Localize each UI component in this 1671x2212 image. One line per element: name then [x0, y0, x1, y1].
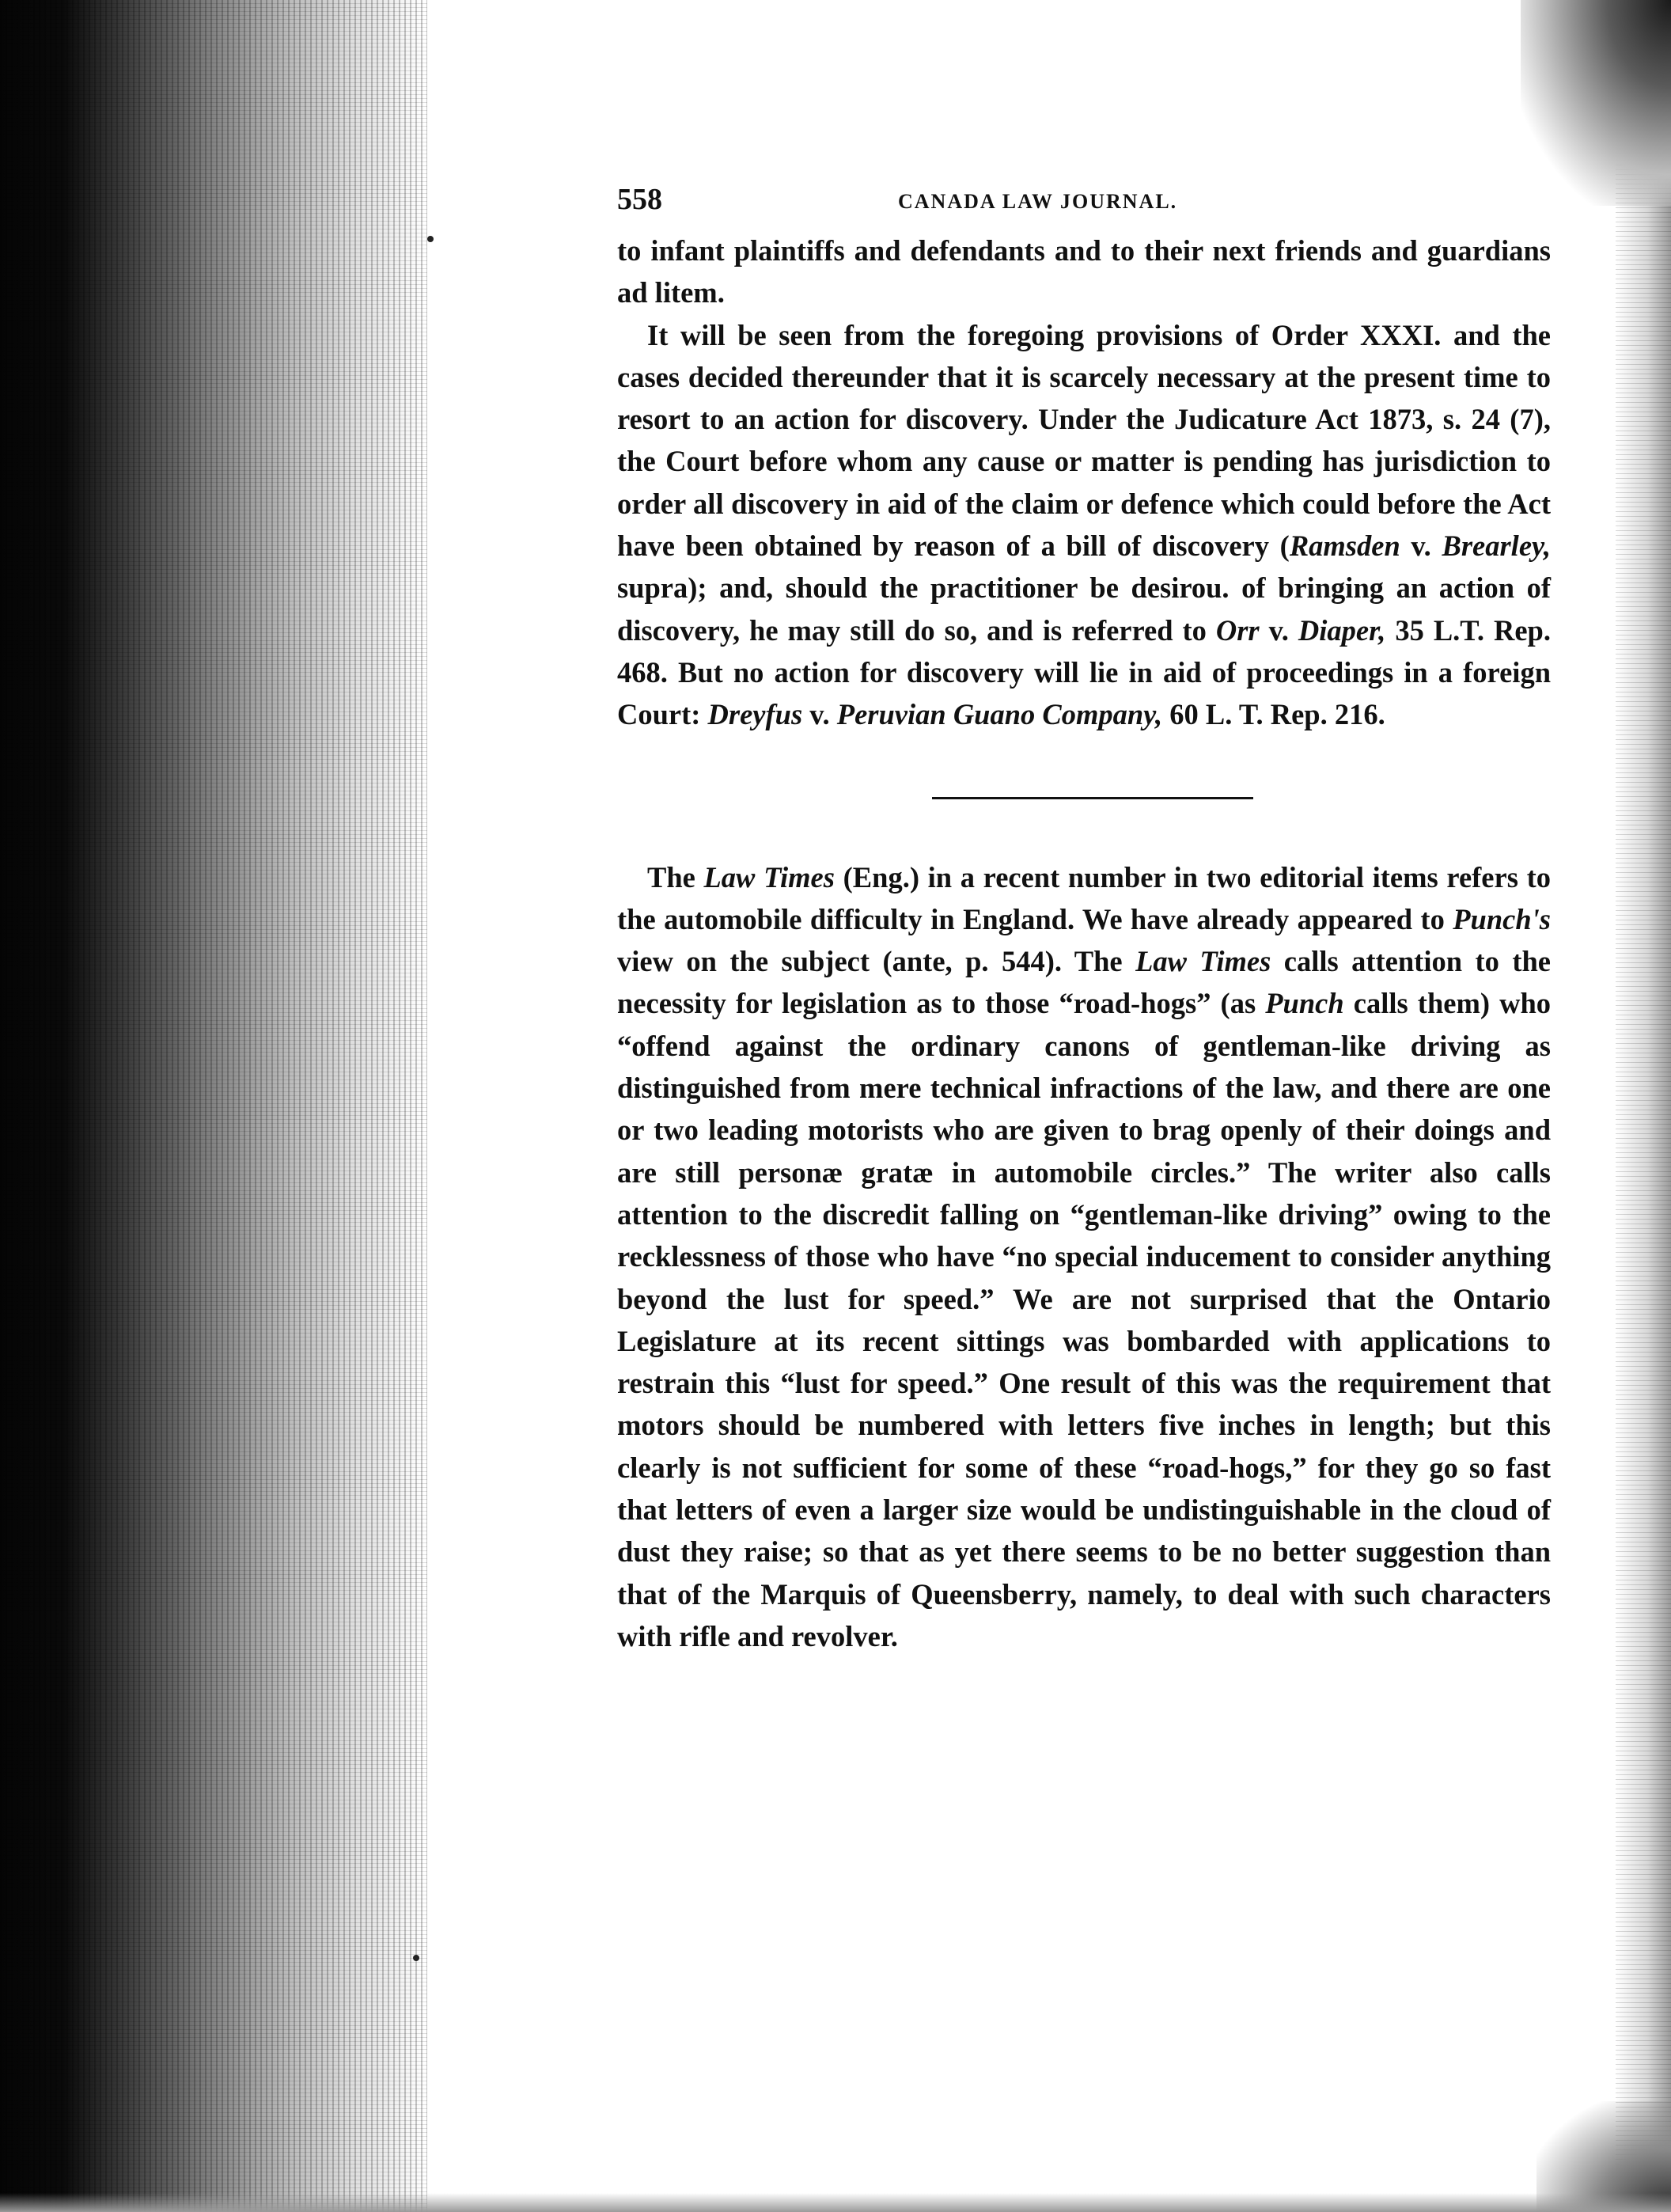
article-text-automobile — [617, 856, 1551, 1658]
page-number: 558 — [617, 183, 662, 216]
text-run: It will be seen from the foregoing provisions of Order XXXI. and the cases decided thereunder that it is scarcely necessary at the present time to resort to an action for discovery. Under the Judicature Act 1873, s. 24 (7), the Court before whom any cause or matter is pending has jurisdiction to order all discovery in aid of the claim or defence which could before the Act have been obtained by reason of a bill of discovery ( — [617, 318, 1551, 563]
italic-text-run: Law Times — [1135, 945, 1271, 978]
scan-binding-shadow — [0, 0, 427, 2212]
italic-text-run: Dreyfus — [707, 698, 803, 731]
running-head: CANADA LAW JOURNAL. — [898, 190, 1178, 213]
italic-text-run: Punch — [1265, 987, 1344, 1020]
text-run: 60 L. T. Rep. 216. — [1162, 698, 1385, 731]
italic-text-run: Peruvian Guano Company, — [836, 698, 1163, 731]
text-run: (Eng.) in a recent number in two editorial items refers to the automobile difficulty in England. We have already appeared to — [617, 860, 1551, 935]
italic-text-run: Law Times — [703, 860, 835, 894]
paragraph-continuation: to infant plaintiffs and defendants and to their next friends and guardians ad litem. — [617, 234, 1551, 309]
article-text — [617, 230, 1551, 736]
text-run: v. — [802, 698, 837, 731]
scan-speck — [413, 1955, 419, 1961]
paragraph-discovery — [617, 314, 1551, 736]
italic-text-run: Diaper, — [1298, 613, 1386, 647]
text-run: v. — [1400, 529, 1442, 563]
italic-text-run: Brearley, — [1442, 529, 1551, 563]
scan-corner-shadow — [1521, 0, 1671, 206]
page-header — [617, 182, 1551, 230]
paragraph-road-hogs — [617, 856, 1551, 1658]
text-run: v. — [1259, 613, 1298, 647]
text-run: calls attention to the necessity for legislation as to those “road-hogs” (as — [617, 945, 1551, 1020]
text-run: view on the subject (ante, p. 544). The — [617, 945, 1136, 978]
italic-text-run: Ramsden — [1289, 529, 1400, 563]
italic-text-run: Orr — [1215, 613, 1260, 647]
text-run: supra); and, should the practitioner be desirou. of bringing an action of discovery, he may still do so, and is referred to — [617, 571, 1551, 647]
italic-text-run: Punch's — [1453, 902, 1551, 935]
text-run: calls them) who “offend against the ordinary canons of gentleman-like driving as distinguished from mere technical infractions of the law, and there are one or two leading motorists who are given to brag openly of their doings and are still personæ gratæ in automobile circles.” The writer also calls attention to the discredit falling on “gentleman-like driving” owing to the recklessness of those who have “no special inducement to consider anything beyond the lust for speed.” We are not surprised that the Ontario Legislature at its recent sittings was bombarded with applications to restrain this “lust for speed.” One result of this was the requirement that motors should be numbered with letters five inches in length; but this clearly is not sufficient for some of these “road-hogs,” for they go so fast that letters of even a larger size would be undistinguishable in the cloud of dust they raise; so that as yet there seems to be no better suggestion than that of the Marquis of Queensberry, namely, to deal with such characters with rifle and revolver. — [617, 987, 1551, 1652]
text-run: 35 L.T. Rep. 468. But no action for discovery will lie in aid of proceedings in a foreign Court: — [617, 613, 1551, 731]
scan-bottom-edge — [0, 2193, 1671, 2212]
scan-speck — [427, 236, 434, 242]
text-run: The — [647, 860, 704, 894]
journal-page — [617, 182, 1551, 1657]
scan-page-edge — [1616, 0, 1671, 2212]
